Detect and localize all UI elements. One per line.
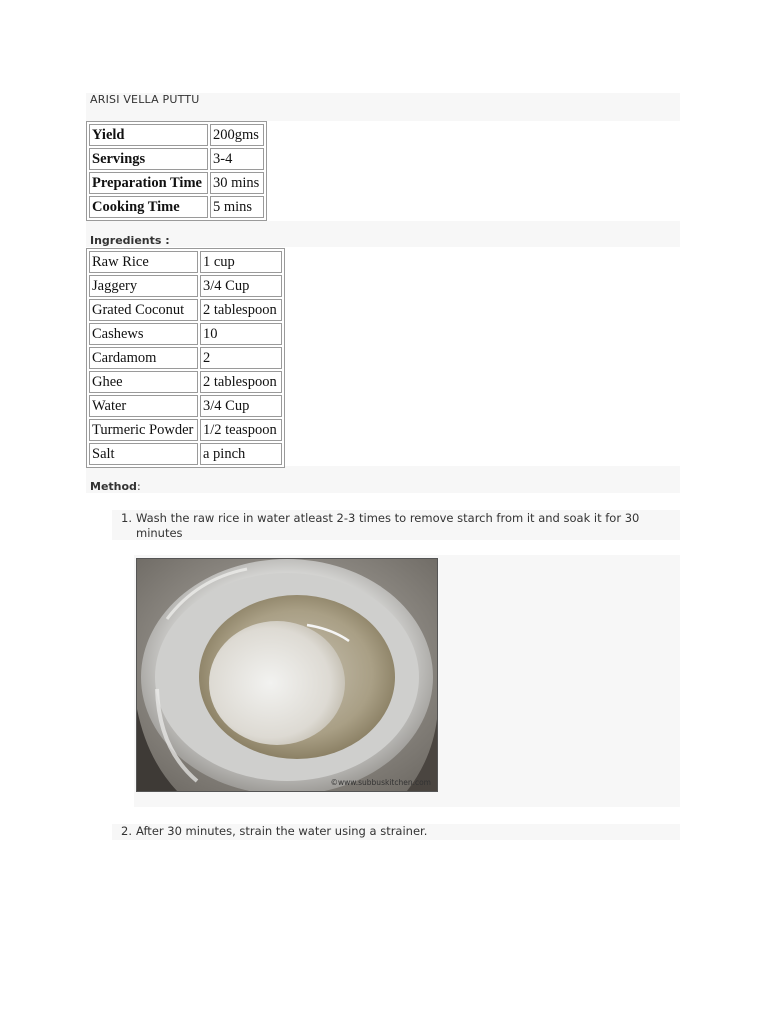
info-label-cook-time: Cooking Time <box>89 196 208 218</box>
info-label-prep-time: Preparation Time <box>89 172 208 194</box>
table-row <box>89 275 282 297</box>
method-heading-colon: : <box>136 480 141 493</box>
ingredient-name: Raw Rice <box>89 251 198 273</box>
table-row <box>89 371 282 393</box>
info-value-servings: 3-4 <box>210 148 264 170</box>
ingredient-qty: 1/2 teaspoon <box>200 419 282 441</box>
table-row <box>89 419 282 441</box>
ingredient-name: Water <box>89 395 198 417</box>
table-row <box>89 347 282 369</box>
table-row <box>89 124 264 146</box>
ingredient-qty: 1 cup <box>200 251 282 273</box>
soaked-rice-image <box>137 559 437 791</box>
step-number: 1. <box>121 511 132 525</box>
table-row <box>89 172 264 194</box>
ingredient-name: Jaggery <box>89 275 198 297</box>
ingredient-name: Salt <box>89 443 198 465</box>
recipe-info-table <box>86 121 267 221</box>
ingredient-name: Grated Coconut <box>89 299 198 321</box>
soaked-rice-photo <box>136 558 438 792</box>
info-label-servings: Servings <box>89 148 208 170</box>
ingredients-table <box>86 248 285 468</box>
info-value-yield: 200gms <box>210 124 264 146</box>
ingredients-heading <box>90 234 170 247</box>
info-label-yield: Yield <box>89 124 208 146</box>
ingredient-qty: 10 <box>200 323 282 345</box>
ingredient-qty: 3/4 Cup <box>200 395 282 417</box>
ingredient-name: Turmeric Powder <box>89 419 198 441</box>
table-row <box>89 196 264 218</box>
info-value-prep-time: 30 mins <box>210 172 264 194</box>
ingredient-qty: a pinch <box>200 443 282 465</box>
method-heading-text: Method <box>90 480 137 493</box>
table-row <box>89 323 282 345</box>
ingredient-qty: 2 <box>200 347 282 369</box>
photo-watermark: ©www.subbuskitchen.com <box>330 778 431 787</box>
info-value-cook-time: 5 mins <box>210 196 264 218</box>
ingredients-heading-text: Ingredients : <box>90 234 170 247</box>
step-text: Wash the raw rice in water atleast 2-3 times to remove starch from it and soak it for 30 minutes <box>136 511 640 540</box>
ingredient-name: Ghee <box>89 371 198 393</box>
method-band <box>86 466 680 493</box>
table-row <box>89 148 264 170</box>
table-row <box>89 299 282 321</box>
ingredient-qty: 2 tablespoon <box>200 299 282 321</box>
ingredients-band <box>86 221 680 247</box>
table-row <box>89 251 282 273</box>
step-text: After 30 minutes, strain the water using a strainer. <box>136 824 428 838</box>
ingredient-qty: 3/4 Cup <box>200 275 282 297</box>
recipe-title: ARISI VELLA PUTTU <box>90 93 200 106</box>
method-heading <box>90 480 141 493</box>
table-row <box>89 395 282 417</box>
ingredient-name: Cardamom <box>89 347 198 369</box>
step-number: 2. <box>121 824 132 838</box>
table-row <box>89 443 282 465</box>
ingredient-qty: 2 tablespoon <box>200 371 282 393</box>
ingredient-name: Cashews <box>89 323 198 345</box>
